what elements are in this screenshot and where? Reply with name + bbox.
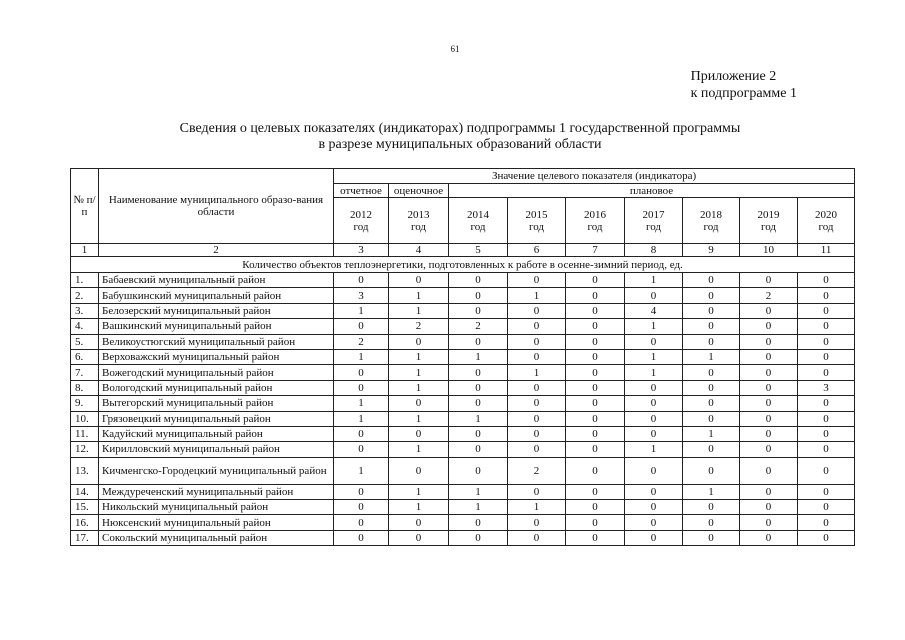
value-cell: 0 — [389, 457, 449, 484]
value-cell: 0 — [683, 334, 740, 349]
value-cell: 0 — [740, 426, 798, 441]
header-year-value: 2014 — [467, 208, 489, 221]
value-cell: 0 — [625, 426, 683, 441]
column-number: 4 — [389, 244, 449, 257]
header-year-unit: год — [587, 220, 603, 233]
table-row — [71, 411, 855, 426]
table-row — [71, 334, 855, 349]
value-cell: 0 — [740, 380, 798, 395]
row-number: 4. — [71, 319, 99, 334]
district-name: Сокольский муниципальный район — [99, 530, 334, 545]
district-name: Вожегодский муниципальный район — [99, 365, 334, 380]
header-year-2016 — [566, 198, 625, 244]
value-cell: 0 — [683, 396, 740, 411]
header-year-2013 — [389, 198, 449, 244]
value-cell: 0 — [449, 530, 508, 545]
row-number: 16. — [71, 515, 99, 530]
district-name: Бабушкинский муниципальный район — [99, 288, 334, 303]
value-cell: 2 — [389, 319, 449, 334]
value-cell: 0 — [798, 442, 855, 457]
value-cell: 1 — [683, 426, 740, 441]
table-row — [71, 303, 855, 318]
district-name: Грязовецкий муниципальный район — [99, 411, 334, 426]
header-year-2014 — [449, 198, 508, 244]
value-cell: 0 — [683, 530, 740, 545]
value-cell: 0 — [449, 365, 508, 380]
value-cell: 0 — [449, 334, 508, 349]
value-cell: 1 — [334, 411, 389, 426]
value-cell: 2 — [334, 334, 389, 349]
header-year-unit: год — [703, 220, 719, 233]
value-cell: 0 — [389, 273, 449, 288]
district-name: Вашкинский муниципальный район — [99, 319, 334, 334]
row-number: 2. — [71, 288, 99, 303]
value-cell: 0 — [508, 515, 566, 530]
value-cell: 1 — [683, 349, 740, 364]
value-cell: 0 — [508, 334, 566, 349]
header-year-2019 — [740, 198, 798, 244]
value-cell: 0 — [683, 442, 740, 457]
table-row — [71, 457, 855, 484]
value-cell: 0 — [740, 515, 798, 530]
column-number: 3 — [334, 244, 389, 257]
title-line-1: Сведения о целевых показателях (индикаторах) подпрограммы 1 государственной программы — [179, 121, 741, 136]
header-year-2012 — [334, 198, 389, 244]
header-year-unit: год — [818, 220, 834, 233]
value-cell: 0 — [740, 349, 798, 364]
value-cell: 0 — [683, 380, 740, 395]
value-cell: 0 — [740, 500, 798, 515]
value-cell: 0 — [740, 319, 798, 334]
indicators-table — [70, 168, 855, 546]
value-cell: 1 — [508, 365, 566, 380]
table-row — [71, 273, 855, 288]
value-cell: 1 — [334, 349, 389, 364]
title-line-2: в разрезе муниципальных образований области — [318, 137, 602, 152]
header-year-unit: год — [760, 220, 777, 233]
value-cell: 0 — [566, 365, 625, 380]
table-row — [71, 484, 855, 499]
table-row — [71, 319, 855, 334]
row-number: 15. — [71, 500, 99, 515]
value-cell: 0 — [566, 500, 625, 515]
value-cell: 1 — [625, 365, 683, 380]
value-cell: 0 — [798, 484, 855, 499]
value-cell: 0 — [798, 457, 855, 484]
value-cell: 0 — [389, 396, 449, 411]
value-cell: 0 — [566, 426, 625, 441]
value-cell: 0 — [798, 396, 855, 411]
district-name: Вологодский муниципальный район — [99, 380, 334, 395]
district-name: Междуреченский муниципальный район — [99, 484, 334, 499]
header-year-value: 2015 — [525, 208, 548, 221]
value-cell: 1 — [334, 457, 389, 484]
value-cell: 1 — [449, 349, 508, 364]
value-cell: 1 — [389, 500, 449, 515]
value-cell: 0 — [389, 530, 449, 545]
row-number: 9. — [71, 396, 99, 411]
header-year-unit: год — [470, 220, 486, 233]
value-cell: 1 — [389, 303, 449, 318]
value-cell: 0 — [449, 303, 508, 318]
value-cell: 0 — [798, 288, 855, 303]
value-cell: 0 — [683, 515, 740, 530]
page-number: 61 — [450, 44, 460, 54]
value-cell: 1 — [683, 484, 740, 499]
value-cell: 0 — [334, 500, 389, 515]
district-name: Кичменгско-Городецкий муниципальный район — [99, 457, 334, 484]
value-cell: 0 — [566, 334, 625, 349]
header-year-2017 — [625, 198, 683, 244]
value-cell: 0 — [449, 515, 508, 530]
value-cell: 1 — [389, 442, 449, 457]
value-cell: 0 — [683, 319, 740, 334]
value-cell: 1 — [389, 288, 449, 303]
value-cell: 0 — [625, 396, 683, 411]
value-cell: 0 — [566, 273, 625, 288]
value-cell: 0 — [334, 426, 389, 441]
table-row — [71, 530, 855, 545]
value-cell: 0 — [798, 349, 855, 364]
value-cell: 2 — [449, 319, 508, 334]
value-cell: 0 — [566, 442, 625, 457]
value-cell: 0 — [508, 426, 566, 441]
column-number: 8 — [625, 244, 683, 257]
district-name: Нюксенский муниципальный район — [99, 515, 334, 530]
value-cell: 0 — [740, 530, 798, 545]
value-cell: 0 — [740, 457, 798, 484]
value-cell: 1 — [625, 319, 683, 334]
value-cell: 0 — [740, 396, 798, 411]
row-number: 3. — [71, 303, 99, 318]
row-number: 17. — [71, 530, 99, 545]
value-cell: 0 — [334, 484, 389, 499]
value-cell: 0 — [566, 411, 625, 426]
value-cell: 1 — [449, 484, 508, 499]
value-cell: 0 — [566, 484, 625, 499]
value-cell: 0 — [334, 319, 389, 334]
table-row — [71, 426, 855, 441]
value-cell: 2 — [508, 457, 566, 484]
header-name: Наименование муниципального образо-вания области — [99, 169, 334, 244]
row-number: 13. — [71, 457, 99, 484]
value-cell: 0 — [625, 334, 683, 349]
value-cell: 0 — [683, 303, 740, 318]
value-cell: 0 — [798, 426, 855, 441]
value-cell: 0 — [508, 349, 566, 364]
value-cell: 0 — [683, 273, 740, 288]
value-cell: 4 — [625, 303, 683, 318]
value-cell: 0 — [334, 442, 389, 457]
table-row — [71, 365, 855, 380]
header-year-value: 2020 — [815, 208, 838, 221]
header-year-unit: год — [645, 220, 662, 233]
value-cell: 0 — [508, 380, 566, 395]
district-name: Кирилловский муниципальный район — [99, 442, 334, 457]
header-year-unit: год — [528, 220, 545, 233]
value-cell: 0 — [798, 500, 855, 515]
table-row — [71, 349, 855, 364]
value-cell: 0 — [625, 530, 683, 545]
column-number: 11 — [798, 244, 855, 257]
value-cell: 1 — [625, 442, 683, 457]
value-cell: 0 — [683, 288, 740, 303]
column-number: 10 — [740, 244, 798, 257]
value-cell: 0 — [508, 396, 566, 411]
value-cell: 1 — [508, 500, 566, 515]
value-cell: 0 — [683, 457, 740, 484]
value-cell: 0 — [449, 442, 508, 457]
row-number: 5. — [71, 334, 99, 349]
value-cell: 0 — [625, 515, 683, 530]
value-cell: 1 — [334, 303, 389, 318]
district-name: Кадуйский муниципальный район — [99, 426, 334, 441]
section-row — [71, 257, 855, 273]
column-number: 6 — [508, 244, 566, 257]
value-cell: 0 — [566, 530, 625, 545]
value-cell: 0 — [389, 334, 449, 349]
header-year-unit: год — [353, 220, 369, 233]
value-cell: 0 — [740, 303, 798, 318]
value-cell: 0 — [740, 484, 798, 499]
column-number: 9 — [683, 244, 740, 257]
header-estimated: оценочное — [389, 184, 449, 198]
appendix-caption — [691, 68, 797, 102]
value-cell: 0 — [566, 303, 625, 318]
value-cell: 0 — [798, 334, 855, 349]
value-cell: 0 — [508, 319, 566, 334]
value-cell: 0 — [449, 426, 508, 441]
header-year-value: 2019 — [757, 208, 780, 221]
row-number: 10. — [71, 411, 99, 426]
row-number: 1. — [71, 273, 99, 288]
value-cell: 0 — [508, 273, 566, 288]
value-cell: 0 — [334, 530, 389, 545]
value-cell: 3 — [798, 380, 855, 395]
header-reported: отчетное — [334, 184, 389, 198]
value-cell: 0 — [740, 411, 798, 426]
table-row — [71, 442, 855, 457]
value-cell: 0 — [625, 411, 683, 426]
value-cell: 0 — [798, 411, 855, 426]
value-cell: 0 — [334, 365, 389, 380]
value-cell: 0 — [566, 288, 625, 303]
district-name: Белозерский муниципальный район — [99, 303, 334, 318]
value-cell: 0 — [334, 273, 389, 288]
value-cell: 3 — [334, 288, 389, 303]
value-cell: 1 — [334, 396, 389, 411]
value-cell: 0 — [625, 484, 683, 499]
district-name: Великоустюгский муниципальный район — [99, 334, 334, 349]
header-year-value: 2016 — [584, 208, 606, 221]
value-cell: 0 — [566, 319, 625, 334]
value-cell: 0 — [740, 273, 798, 288]
column-number: 7 — [566, 244, 625, 257]
column-number: 1 — [71, 244, 99, 257]
header-year-2020 — [798, 198, 855, 244]
value-cell: 0 — [334, 515, 389, 530]
value-cell: 0 — [508, 303, 566, 318]
value-cell: 0 — [508, 530, 566, 545]
column-numbers-row — [71, 244, 855, 257]
value-cell: 0 — [683, 500, 740, 515]
row-number: 6. — [71, 349, 99, 364]
value-cell: 0 — [798, 515, 855, 530]
value-cell: 0 — [683, 365, 740, 380]
value-cell: 0 — [625, 288, 683, 303]
value-cell: 0 — [798, 365, 855, 380]
column-number: 5 — [449, 244, 508, 257]
value-cell: 0 — [798, 319, 855, 334]
row-number: 11. — [71, 426, 99, 441]
value-cell: 0 — [508, 484, 566, 499]
value-cell: 1 — [389, 380, 449, 395]
header-planned: плановое — [449, 184, 855, 198]
table-row — [71, 515, 855, 530]
value-cell: 0 — [798, 273, 855, 288]
appendix-line-2: к подпрограмме 1 — [690, 86, 797, 101]
value-cell: 0 — [449, 396, 508, 411]
header-row-1 — [71, 169, 855, 184]
value-cell: 0 — [798, 530, 855, 545]
header-year-unit: год — [410, 220, 427, 233]
table-row — [71, 500, 855, 515]
value-cell: 1 — [449, 411, 508, 426]
value-cell: 1 — [625, 273, 683, 288]
value-cell: 0 — [740, 442, 798, 457]
district-name: Верховажский муниципальный район — [99, 349, 334, 364]
value-cell: 0 — [449, 457, 508, 484]
header-year-value: 2018 — [700, 208, 722, 221]
value-cell: 1 — [389, 484, 449, 499]
value-cell: 1 — [389, 365, 449, 380]
value-cell: 0 — [566, 396, 625, 411]
value-cell: 0 — [566, 457, 625, 484]
value-cell: 0 — [625, 457, 683, 484]
value-cell: 0 — [625, 500, 683, 515]
value-cell: 0 — [449, 288, 508, 303]
section-title: Количество объектов теплоэнергетики, подготовленных к работе в осенне-зимний период, ед. — [71, 257, 855, 273]
value-cell: 1 — [625, 349, 683, 364]
row-number: 12. — [71, 442, 99, 457]
appendix-line-1: Приложение 2 — [690, 69, 777, 84]
value-cell: 0 — [389, 426, 449, 441]
district-name: Вытегорский муниципальный район — [99, 396, 334, 411]
value-cell: 0 — [740, 365, 798, 380]
value-cell: 1 — [449, 500, 508, 515]
header-num: № п/п — [71, 169, 99, 244]
value-cell: 1 — [389, 411, 449, 426]
value-cell: 0 — [508, 442, 566, 457]
value-cell: 0 — [625, 380, 683, 395]
value-cell: 0 — [566, 515, 625, 530]
value-cell: 0 — [740, 334, 798, 349]
table-row — [71, 380, 855, 395]
value-cell: 0 — [566, 349, 625, 364]
district-name: Бабаевский муниципальный район — [99, 273, 334, 288]
value-cell: 1 — [389, 349, 449, 364]
header-year-value: 2013 — [407, 208, 430, 221]
value-cell: 2 — [740, 288, 798, 303]
column-number: 2 — [99, 244, 334, 257]
row-number: 7. — [71, 365, 99, 380]
value-cell: 1 — [508, 288, 566, 303]
header-year-2015 — [508, 198, 566, 244]
header-year-value: 2017 — [642, 208, 665, 221]
row-number: 14. — [71, 484, 99, 499]
header-year-value: 2012 — [350, 208, 372, 221]
table-row — [71, 288, 855, 303]
row-number: 8. — [71, 380, 99, 395]
value-cell: 0 — [566, 380, 625, 395]
document-title — [95, 121, 825, 153]
table-row — [71, 396, 855, 411]
value-cell: 0 — [389, 515, 449, 530]
header-year-2018 — [683, 198, 740, 244]
value-cell: 0 — [449, 380, 508, 395]
value-cell: 0 — [449, 273, 508, 288]
value-cell: 0 — [334, 380, 389, 395]
value-cell: 0 — [683, 411, 740, 426]
header-value-group: Значение целевого показателя (индикатора) — [334, 169, 855, 184]
district-name: Никольский муниципальный район — [99, 500, 334, 515]
value-cell: 0 — [508, 411, 566, 426]
value-cell: 0 — [798, 303, 855, 318]
